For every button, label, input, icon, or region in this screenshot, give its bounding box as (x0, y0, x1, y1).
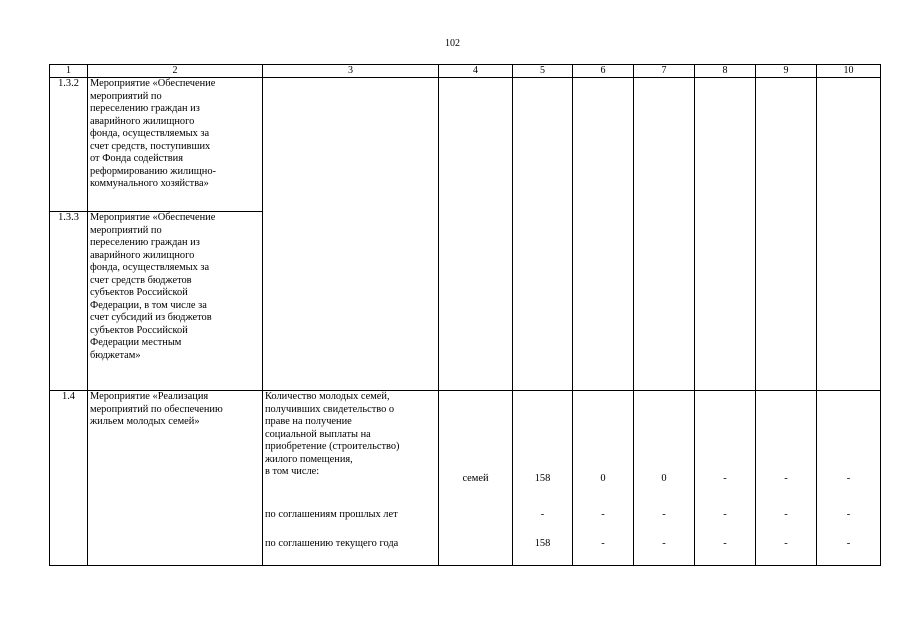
value-cell (634, 391, 695, 566)
value: 158 (534, 538, 551, 549)
table-row (50, 391, 881, 566)
value: 158 (534, 473, 551, 484)
value: - (662, 538, 666, 549)
value: - (662, 509, 666, 520)
indicator-cell (263, 78, 439, 391)
sub-indicator-label: по соглашению текущего года (265, 538, 399, 549)
value-cell (513, 391, 573, 566)
empty-cell (439, 78, 513, 391)
empty-cell (695, 78, 756, 391)
row-number: 1.4 (50, 391, 88, 566)
value: - (723, 473, 727, 484)
indicator-cell (263, 391, 439, 566)
value-cell (573, 391, 634, 566)
value-cell (756, 391, 817, 566)
unit-cell (439, 391, 513, 566)
measure-name: Мероприятие «Реализация мероприятий по обеспечению жильем молодых семей» (88, 391, 263, 566)
value: - (723, 509, 727, 520)
empty-cell (817, 78, 881, 391)
value-cell (817, 391, 881, 566)
empty-cell (634, 78, 695, 391)
page-number: 102 (445, 38, 460, 49)
header-cell: 6 (573, 65, 634, 78)
measure-name: Мероприятие «Обеспечение мероприятий по переселению граждан из аварийного жилищного фонда, осуществляемых за счет средств бюджетов субъектов Российской Федерации, в том числе за счет субсидий из бюджетов субъектов Российской Федерации местным бюджетам» (88, 212, 263, 391)
header-cell: 9 (756, 65, 817, 78)
value: - (846, 473, 851, 484)
empty-cell (513, 78, 573, 391)
header-cell: 10 (817, 65, 881, 78)
header-cell: 2 (88, 65, 263, 78)
value: 0 (600, 473, 606, 484)
indicator-text: Количество молодых семей, получивших свидетельство о праве на получение социальной выплаты на приобретение (строительство) жилого помещения, в том числе: (265, 391, 400, 477)
table-row (50, 78, 881, 212)
value: - (846, 538, 851, 549)
empty-cell (573, 78, 634, 391)
value: - (601, 538, 605, 549)
measure-name: Мероприятие «Обеспечение мероприятий по переселению граждан из аварийного жилищного фонда, осуществляемых за счет средств, поступивших от Фонда содействия реформированию жилищно- коммунального хозяйства» (88, 78, 263, 212)
value: - (723, 538, 727, 549)
program-table (49, 64, 881, 566)
value: - (846, 509, 851, 520)
value: - (784, 509, 788, 520)
header-cell: 1 (50, 65, 88, 78)
row-number: 1.3.2 (50, 78, 88, 212)
value: - (784, 473, 788, 484)
header-cell: 3 (263, 65, 439, 78)
header-cell: 7 (634, 65, 695, 78)
header-cell: 4 (439, 65, 513, 78)
sub-indicator-label: по соглашениям прошлых лет (265, 509, 398, 520)
empty-cell (756, 78, 817, 391)
header-cell: 8 (695, 65, 756, 78)
value: - (601, 509, 605, 520)
value-cell (695, 391, 756, 566)
value: 0 (661, 473, 667, 484)
header-row (50, 65, 881, 78)
value: - (540, 509, 545, 520)
unit-value: семей (462, 473, 489, 484)
value: - (784, 538, 788, 549)
row-number: 1.3.3 (50, 212, 88, 391)
header-cell: 5 (513, 65, 573, 78)
